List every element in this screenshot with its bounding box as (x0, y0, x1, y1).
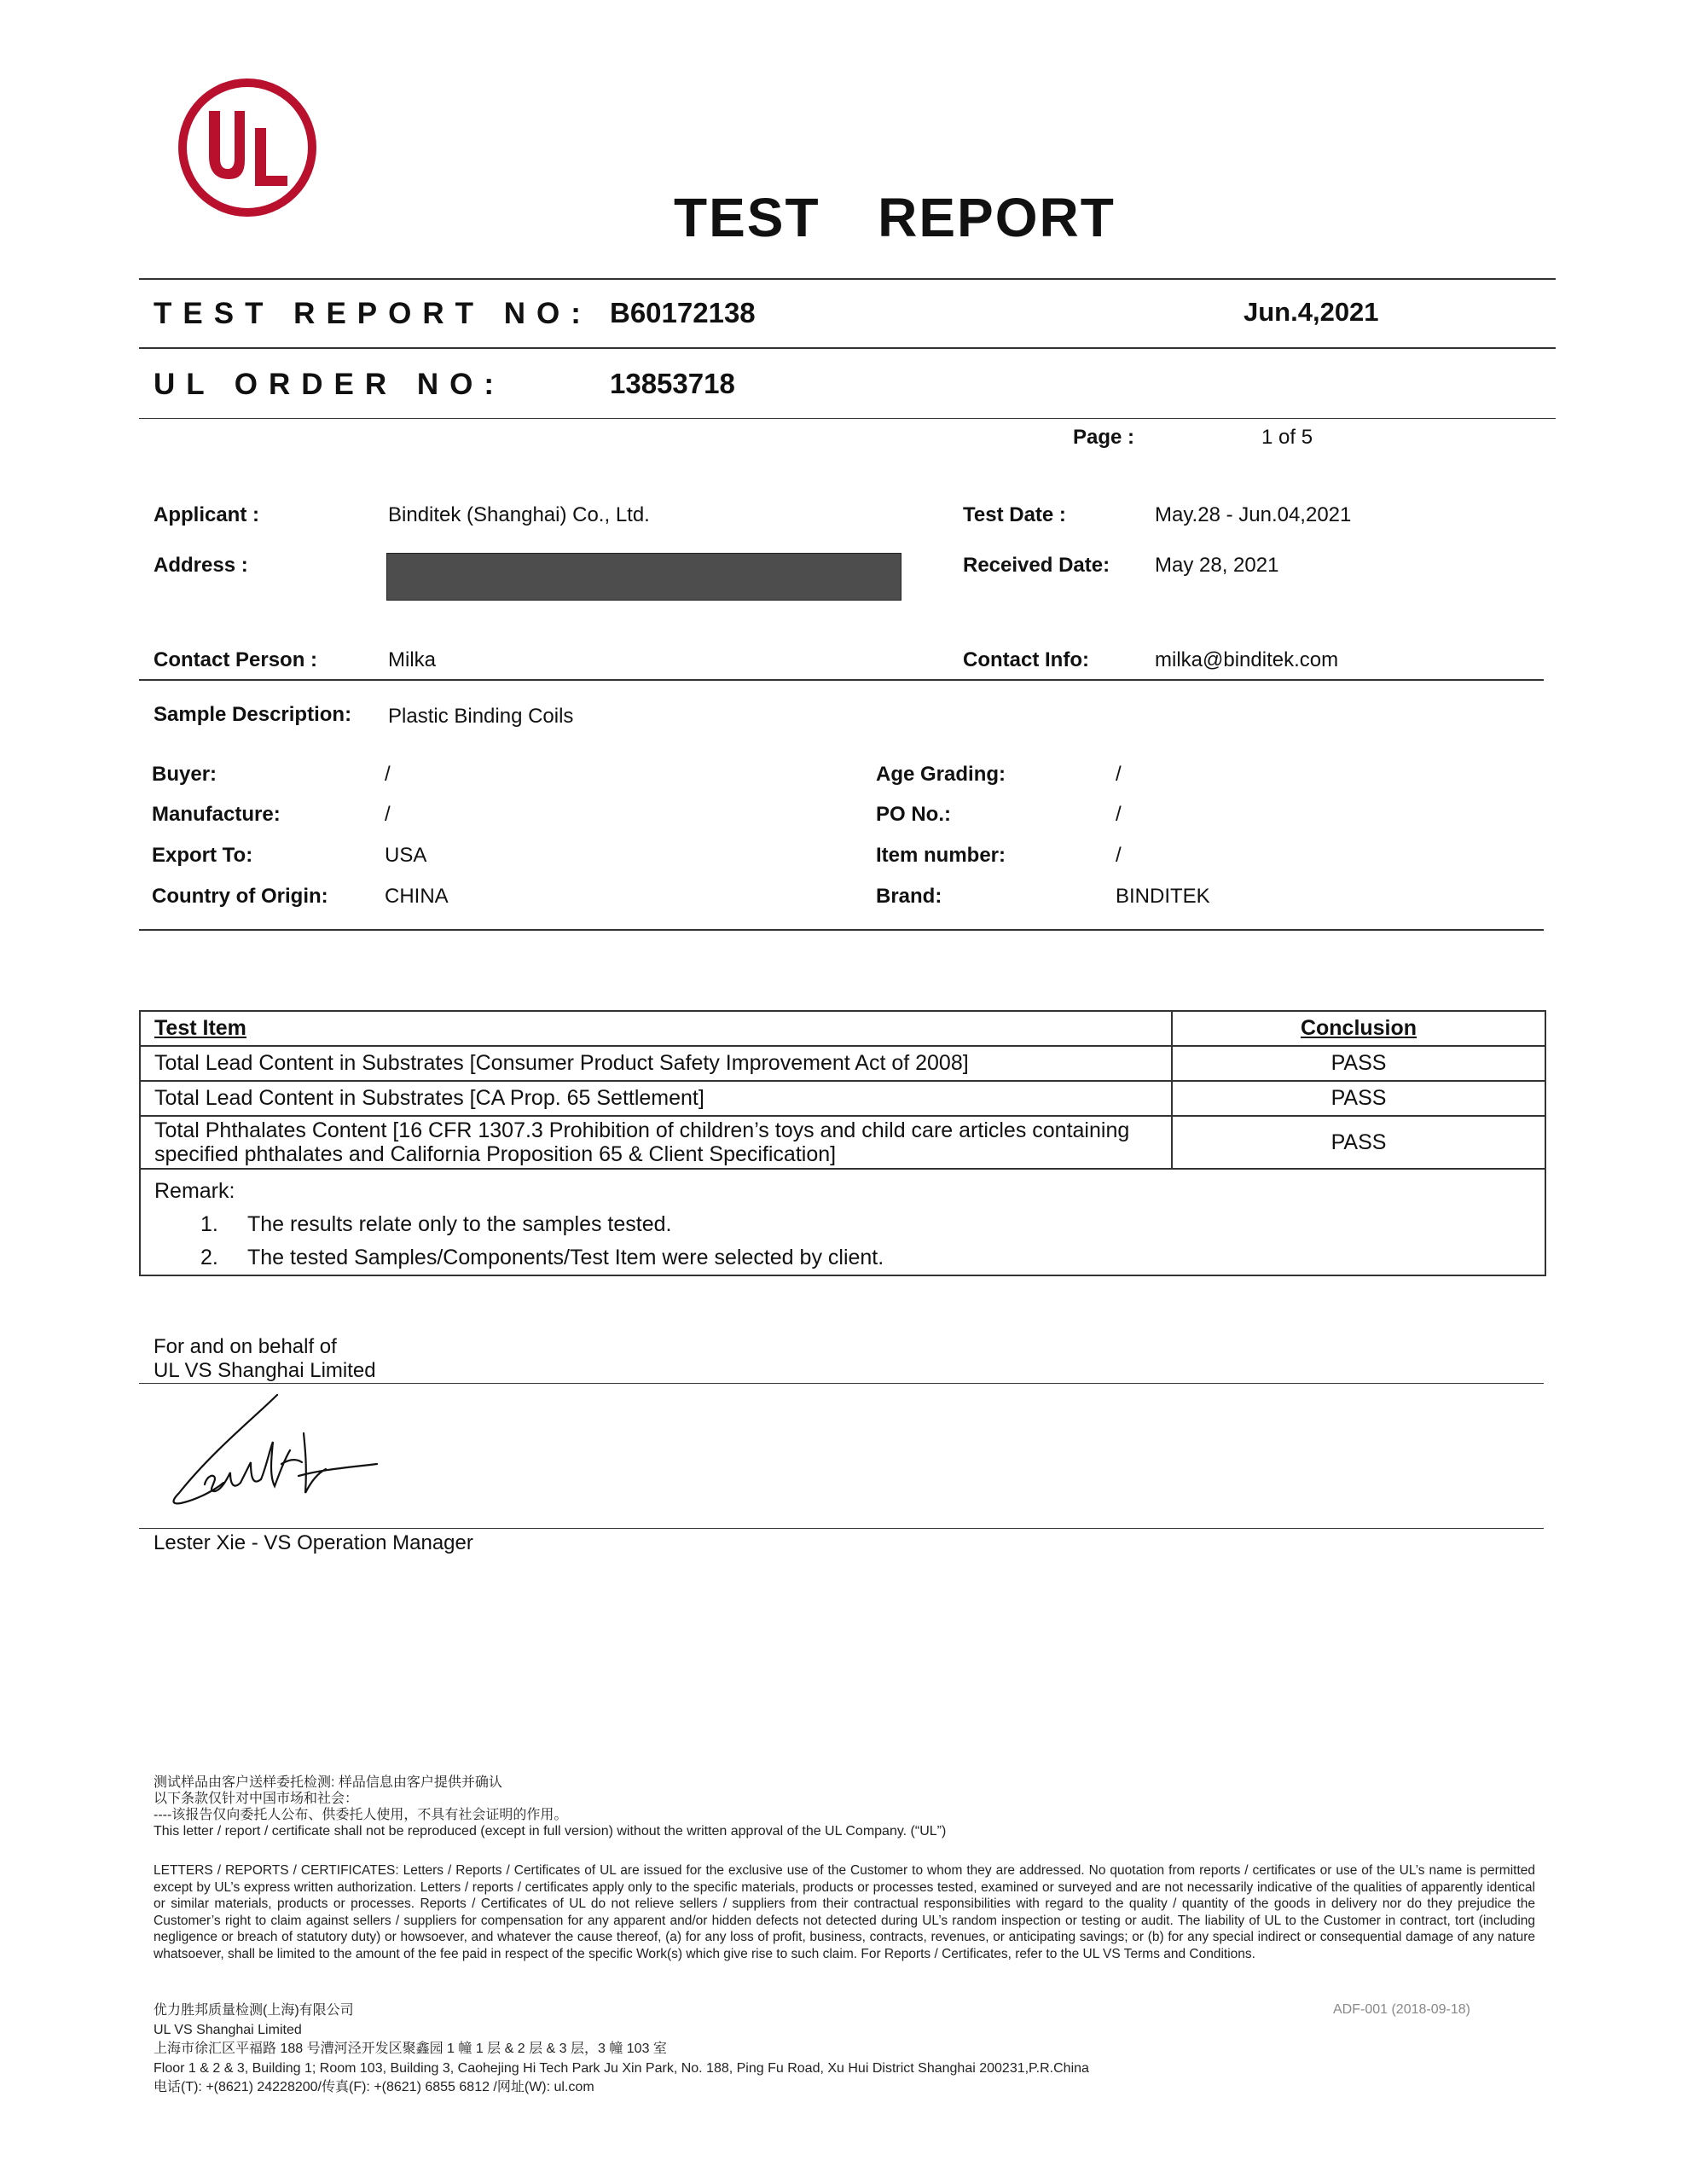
po-no-label: PO No.: (876, 803, 951, 826)
age-grading-value: / (1116, 763, 1122, 786)
signer-name: Lester Xie - VS Operation Manager (154, 1531, 473, 1554)
origin-label: Country of Origin: (152, 885, 328, 908)
export-label: Export To: (152, 844, 253, 867)
company-name-cn: 优力胜邦质量检测(上海)有限公司 (154, 2003, 354, 2018)
footer-cn-line: 测试样品由客户送样委托检测: 样品信息由客户提供并确认 (154, 1775, 502, 1790)
row-conclusion: PASS (1172, 1046, 1545, 1081)
redacted-address (386, 553, 901, 601)
form-code: ADF-001 (2018-09-18) (1333, 2002, 1470, 2017)
contact-info-label: Contact Info: (963, 648, 1089, 671)
po-no-value: / (1116, 803, 1122, 826)
row-conclusion: PASS (1172, 1081, 1545, 1116)
divider (139, 278, 1556, 280)
report-date: Jun.4,2021 (1244, 297, 1379, 327)
order-no: 13853718 (610, 368, 735, 399)
contact-person-label: Contact Person : (154, 648, 318, 671)
test-date-value: May.28 - Jun.04,2021 (1155, 503, 1352, 526)
sample-description-value: Plastic Binding Coils (388, 705, 574, 728)
item-number-value: / (1116, 844, 1122, 867)
received-date-value: May 28, 2021 (1155, 554, 1279, 577)
row-test-item: Total Lead Content in Substrates [Consumer Product Safety Improvement Act of 2008] (140, 1046, 1172, 1081)
remark-item: 1. The results relate only to the samples tested. (200, 1212, 672, 1236)
footer-en-line: This letter / report / certificate shall not be reproduced (except in full version) without the written approval of the UL Company. (“UL”) (154, 1824, 947, 1838)
footer-cn-line: 以下条款仅针对中国市场和社会： (154, 1792, 359, 1806)
remark-row (140, 1169, 1545, 1275)
applicant-label: Applicant : (154, 503, 259, 526)
page-title: TEST REPORT (674, 187, 1116, 248)
divider (139, 929, 1544, 931)
company-address-en: Floor 1 & 2 & 3, Building 1; Room 103, Building 3, Caohejing Hi Tech Park Ju Xin Park, No. 188, Ping Fu Road, Xu Hui District Shanghai 200231,P.R.China (154, 2060, 1089, 2076)
divider (139, 1528, 1544, 1529)
behalf-block (154, 1335, 376, 1383)
received-date-label: Received Date: (963, 554, 1110, 577)
page-label: Page : (1073, 426, 1135, 449)
table-row (140, 1046, 1545, 1081)
page-value: 1 of 5 (1261, 426, 1313, 449)
divider (139, 679, 1544, 681)
item-number-label: Item number: (876, 844, 1006, 867)
contact-person-value: Milka (388, 648, 437, 671)
remarks-cell (140, 1169, 1545, 1275)
manufacture-value: / (385, 803, 391, 826)
address-label: Address : (154, 554, 248, 577)
footer-cn-line: ----该报告仅向委托人公布、供委托人使用，不具有社会证明的作用。 (154, 1808, 568, 1822)
ul-logo-mark (175, 75, 320, 220)
company-name-en: UL VS Shanghai Limited (154, 2022, 302, 2037)
brand-label: Brand: (876, 885, 942, 908)
table-row (140, 1081, 1545, 1116)
origin-value: CHINA (385, 885, 449, 908)
header-test-item: Test Item (140, 1011, 1172, 1046)
behalf-line-2: UL VS Shanghai Limited (154, 1359, 376, 1382)
export-value: USA (385, 844, 427, 867)
legal-terms: LETTERS / REPORTS / CERTIFICATES: Letters / Reports / Certificates of UL are issued for the exclusive use of the Customer to whom they are addressed. No quotation from reports / certificates or use of the UL’s name is permitted except by UL’s express written authorization. Letters / reports / certificates apply only to the specific materials, products or processes tested, examined or surveyed and are not necessarily indicative of the qualities of apparently identical or similar materials, products or processes. Reports / Certificates of UL do not relieve sellers / suppliers from their contractual responsibilities with regard to the quality / quantity of the goods in delivery nor do they prejudice the Customer’s right to claim against sellers / suppliers for compensation for any apparent and/or hidden defects not detected during UL’s random inspection or testing or audit. The liability of UL to the Customer in contract, tort (including negligence or breach of statutory duty) or howsoever, and whatever the cause thereof, (a) for any loss of profit, business, contracts, revenues, or anticipating savings; or (b) for any special indirect or consequential damage of any nature whatsoever, shall be limited to the amount of the fee paid in respect of the specific Work(s) which give rise to such claim. For Reports / Certificates, refer to the UL VS Terms and Conditions. (154, 1863, 1535, 1961)
buyer-value: / (385, 763, 391, 786)
company-contact: 电话(T): +(8621) 24228200/传真(F): +(8621) 6855 6812 /网址(W): ul.com (154, 2080, 594, 2094)
remark-item: 2. The tested Samples/Components/Test Item were selected by client. (200, 1246, 884, 1269)
row-test-item: Total Lead Content in Substrates [CA Prop. 65 Settlement] (140, 1081, 1172, 1116)
brand-value: BINDITEK (1116, 885, 1210, 908)
age-grading-label: Age Grading: (876, 763, 1006, 786)
manufacture-label: Manufacture: (152, 803, 281, 826)
divider (139, 347, 1556, 349)
company-address-cn: 上海市徐汇区平福路 188 号漕河泾开发区聚鑫园 1 幢 1 层 & 2 层 & 3 层，3 幢 103 室 (154, 2042, 667, 2056)
order-no-label: UL ORDER NO: (154, 368, 506, 401)
header-conclusion: Conclusion (1172, 1011, 1545, 1046)
handwritten-signature (162, 1391, 384, 1523)
ul-logo (175, 75, 320, 220)
table-header-row (140, 1011, 1545, 1046)
report-no-label: TEST REPORT NO: (154, 297, 592, 330)
company-info (154, 2001, 1089, 2098)
divider (139, 1383, 1544, 1384)
row-conclusion: PASS (1172, 1116, 1545, 1169)
table-row (140, 1116, 1545, 1169)
test-date-label: Test Date : (963, 503, 1066, 526)
row-test-item: Total Phthalates Content [16 CFR 1307.3 Prohibition of children’s toys and child care articles containing specified phthalates and California Proposition 65 & Client Specification] (140, 1116, 1172, 1169)
contact-info-value: milka@binditek.com (1155, 648, 1339, 671)
applicant-value: Binditek (Shanghai) Co., Ltd. (388, 503, 650, 526)
report-no: B60172138 (610, 297, 756, 328)
divider (139, 418, 1556, 419)
remark-label: Remark: (154, 1179, 235, 1203)
behalf-line-1: For and on behalf of (154, 1335, 337, 1358)
buyer-label: Buyer: (152, 763, 217, 786)
results-table (139, 1010, 1546, 1276)
sample-description-label: Sample Description: (154, 703, 352, 726)
footer-notices (154, 1774, 946, 1839)
